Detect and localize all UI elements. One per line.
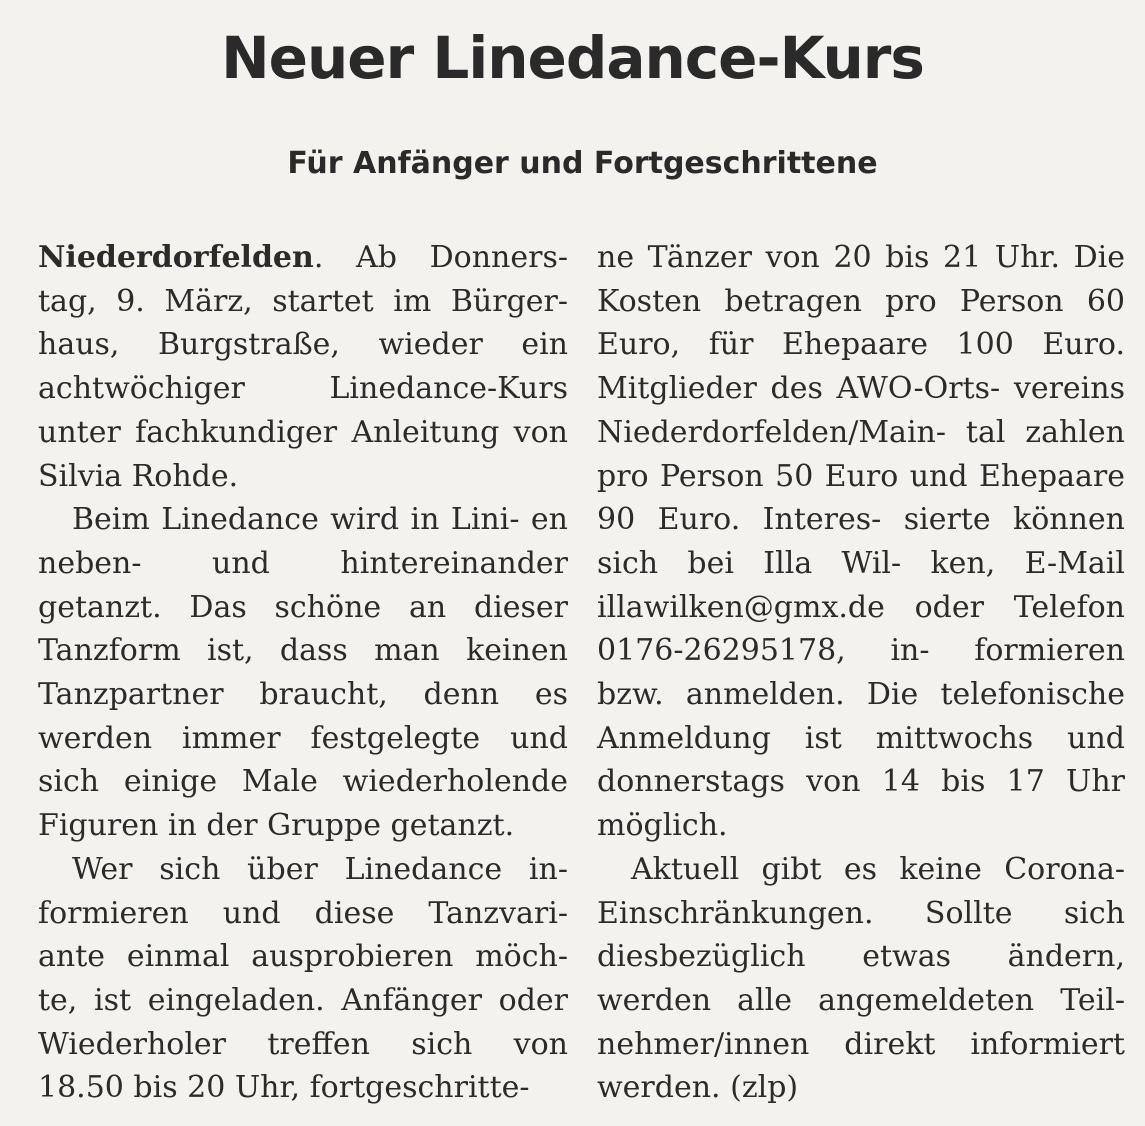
line-left-7: Beim Linedance wird in Lini- [72,502,520,538]
line-right-10: formieren bzw. anmelden. Die [597,633,1125,713]
line-right-16: diesbezüglich etwas ändern, [597,939,1125,975]
paragraph-corona [597,848,1125,1110]
line-right-3: Euro. Mitglieder des AWO-Orts- [597,327,1125,407]
paragraph-info-continued [597,236,1125,848]
line-left-6: von Silvia Rohde. [38,414,568,494]
line-right-4: vereins Niederdorfelden/Main- [597,371,1125,450]
article-column-left [38,236,568,1106]
line-left-2: tag, 9. März, startet im Bürger- [38,283,568,319]
line-left-15: Wer sich über Linedance in- [72,851,568,887]
line-right-12: mittwochs und donnerstags von [597,720,1125,800]
paragraph-linedance [38,498,568,848]
line-right-7: sierte können sich bei Illa Wil- [597,502,1125,581]
paragraph-intro [38,236,568,498]
line-left-13: sich einige Male wiederholende [38,764,568,800]
line-right-9: oder Telefon 0176-26295178, in- [597,589,1125,669]
line-right-2: 60 Euro, für Ehepaare 100 [597,283,1125,363]
line-right-6: und Ehepaare 90 Euro. Interes- [597,458,1125,538]
line-right-19: werden. (zlp) [597,1070,799,1106]
article-column-right [597,236,1125,1106]
line-right-18: nehmer/innen direkt informiert [597,1026,1125,1062]
line-left-1: . Ab Donners- [313,240,568,275]
article-dateline: Niederdorfelden [38,240,314,275]
line-right-11: telefonische Anmeldung ist [597,677,1125,756]
line-right-0: ne Tänzer von 20 bis 21 Uhr. [597,240,1060,275]
line-left-18: te, ist eingeladen. Anfänger oder [38,982,568,1018]
line-left-10: Tanzform ist, dass man keinen [38,633,568,669]
line-left-11: Tanzpartner braucht, denn es [38,677,568,713]
line-left-9: getanzt. Das schöne an dieser [38,589,568,625]
line-left-19: Wiederholer treffen sich von [38,1026,568,1062]
article-headline: Neuer Linedance-Kurs [221,24,924,92]
line-right-5: tal zahlen pro Person 50 Euro [597,414,1125,494]
paragraph-info-start [38,848,568,1110]
line-right-17: werden alle angemeldeten Teil- [597,982,1125,1018]
line-right-8: ken, E-Mail illawilken@gmx.de [597,545,1125,625]
line-right-1: Die Kosten betragen pro Person [597,240,1125,319]
line-left-12: werden immer festgelegte und [38,720,568,756]
line-left-3: haus, Burgstraße, wieder ein [38,327,568,363]
line-left-8: en neben- und hintereinander [38,502,568,581]
line-right-13: 14 bis 17 Uhr möglich. [597,764,1125,844]
line-right-14: Aktuell gibt es keine Corona- [631,851,1125,887]
line-left-4: achtwöchiger Linedance-Kurs [38,371,568,407]
line-left-17: ante einmal ausprobieren möch- [38,939,568,975]
line-left-16: formieren und diese Tanzvari- [38,895,568,931]
line-right-15: Einschränkungen. Sollte sich [597,895,1125,931]
line-left-14: Figuren in der Gruppe getanzt. [38,808,515,844]
line-left-5: unter fachkundiger Anleitung [38,414,500,450]
line-left-20: 18.50 bis 20 Uhr, fortgeschritte- [38,1070,530,1106]
article-subheadline: Für Anfänger und Fortgeschrittene [287,146,878,181]
